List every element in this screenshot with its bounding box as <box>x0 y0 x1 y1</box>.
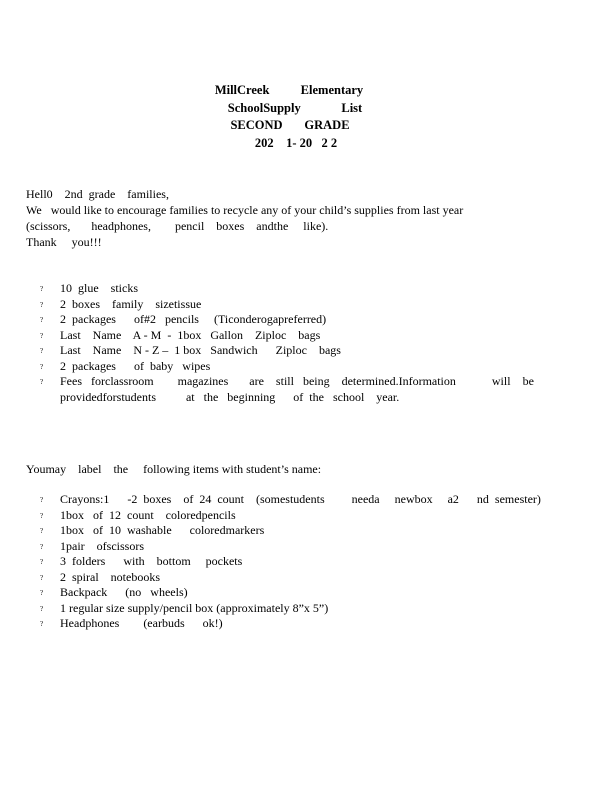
bullet-icon: ? <box>40 589 44 597</box>
grade-title: SECOND GRADE <box>230 118 350 132</box>
list-item: ? Headphones (earbuds ok!) <box>40 616 520 632</box>
list-item: ? 2 boxes family sizetissue <box>40 297 520 313</box>
bullet-icon: ? <box>40 511 44 520</box>
school-year: 202 1- 20 2 2 <box>254 135 338 150</box>
list-item: ? 1 regular size supply/pencil box (approximately 8”x 5”) <box>40 601 520 617</box>
list-item: ? 2 packages of baby wipes <box>40 359 520 375</box>
bullet-icon: ? <box>40 362 44 371</box>
supply-list <box>40 281 534 405</box>
list-title: SchoolSupply List <box>227 100 363 115</box>
intro-paragraph <box>26 186 586 250</box>
list-item: ? 2 packages of#2 pencils (Ticonderogapreferred) <box>40 312 520 328</box>
list-item: ? 3 folders with bottom pockets <box>40 554 520 570</box>
bullet-icon: ? <box>40 496 44 504</box>
bullet-icon: ? <box>40 620 44 628</box>
list-item: ? Backpack (no wheels) <box>40 585 520 601</box>
list-item: ? 1box of 12 count coloredpencils <box>40 508 520 524</box>
list-item: ? 1box of 10 washable coloredmarkers <box>40 523 520 539</box>
list-item-continuation: providedforstudents at the beginning of the school year. <box>60 389 400 404</box>
school-name: MillCreek Elementary <box>214 83 364 97</box>
list-item: ? Last Name N - Z – 1 box Sandwich Ziploc bags <box>40 343 520 359</box>
thanks: Thank you!!! <box>26 235 102 249</box>
greeting: Hell0 2nd grade families, <box>26 187 169 201</box>
bullet-icon: ? <box>40 347 44 355</box>
bullet-icon: ? <box>40 300 44 309</box>
intro-line-1: We would like to encourage families to recycle any of your child’s supplies from last year <box>26 203 464 217</box>
bullet-icon: ? <box>40 378 44 386</box>
bullet-icon: ? <box>40 573 44 582</box>
label-instructions: Youmay label the following items with student’s name: <box>26 462 322 476</box>
list-item: ? 10 glue sticks <box>40 281 520 297</box>
list-item: ? Last Name A - M - 1box Gallon Ziploc bags <box>40 328 520 344</box>
list-item: ? Crayons:1 -2 boxes of 24 count (somestudents needa newbox a2 nd semester) <box>40 492 520 508</box>
bullet-icon: ? <box>40 604 44 613</box>
list-item: ? 2 spiral notebooks <box>40 570 520 586</box>
bullet-icon: ? <box>40 331 44 340</box>
intro-line-2: (scissors, headphones, pencil boxes andthe like). <box>26 219 329 233</box>
bullet-icon: ? <box>40 316 44 324</box>
labeled-items-list <box>40 492 541 632</box>
list-item: ? 1pair ofscissors <box>40 539 520 555</box>
document-header <box>0 82 600 152</box>
bullet-icon: ? <box>40 527 44 535</box>
bullet-icon: ? <box>40 542 44 551</box>
list-item: ? Fees forclassroom magazines are still being determined.Information will be providedforstudents at the beginning of the school year. <box>40 374 534 404</box>
bullet-icon: ? <box>40 285 44 293</box>
bullet-icon: ? <box>40 558 44 566</box>
